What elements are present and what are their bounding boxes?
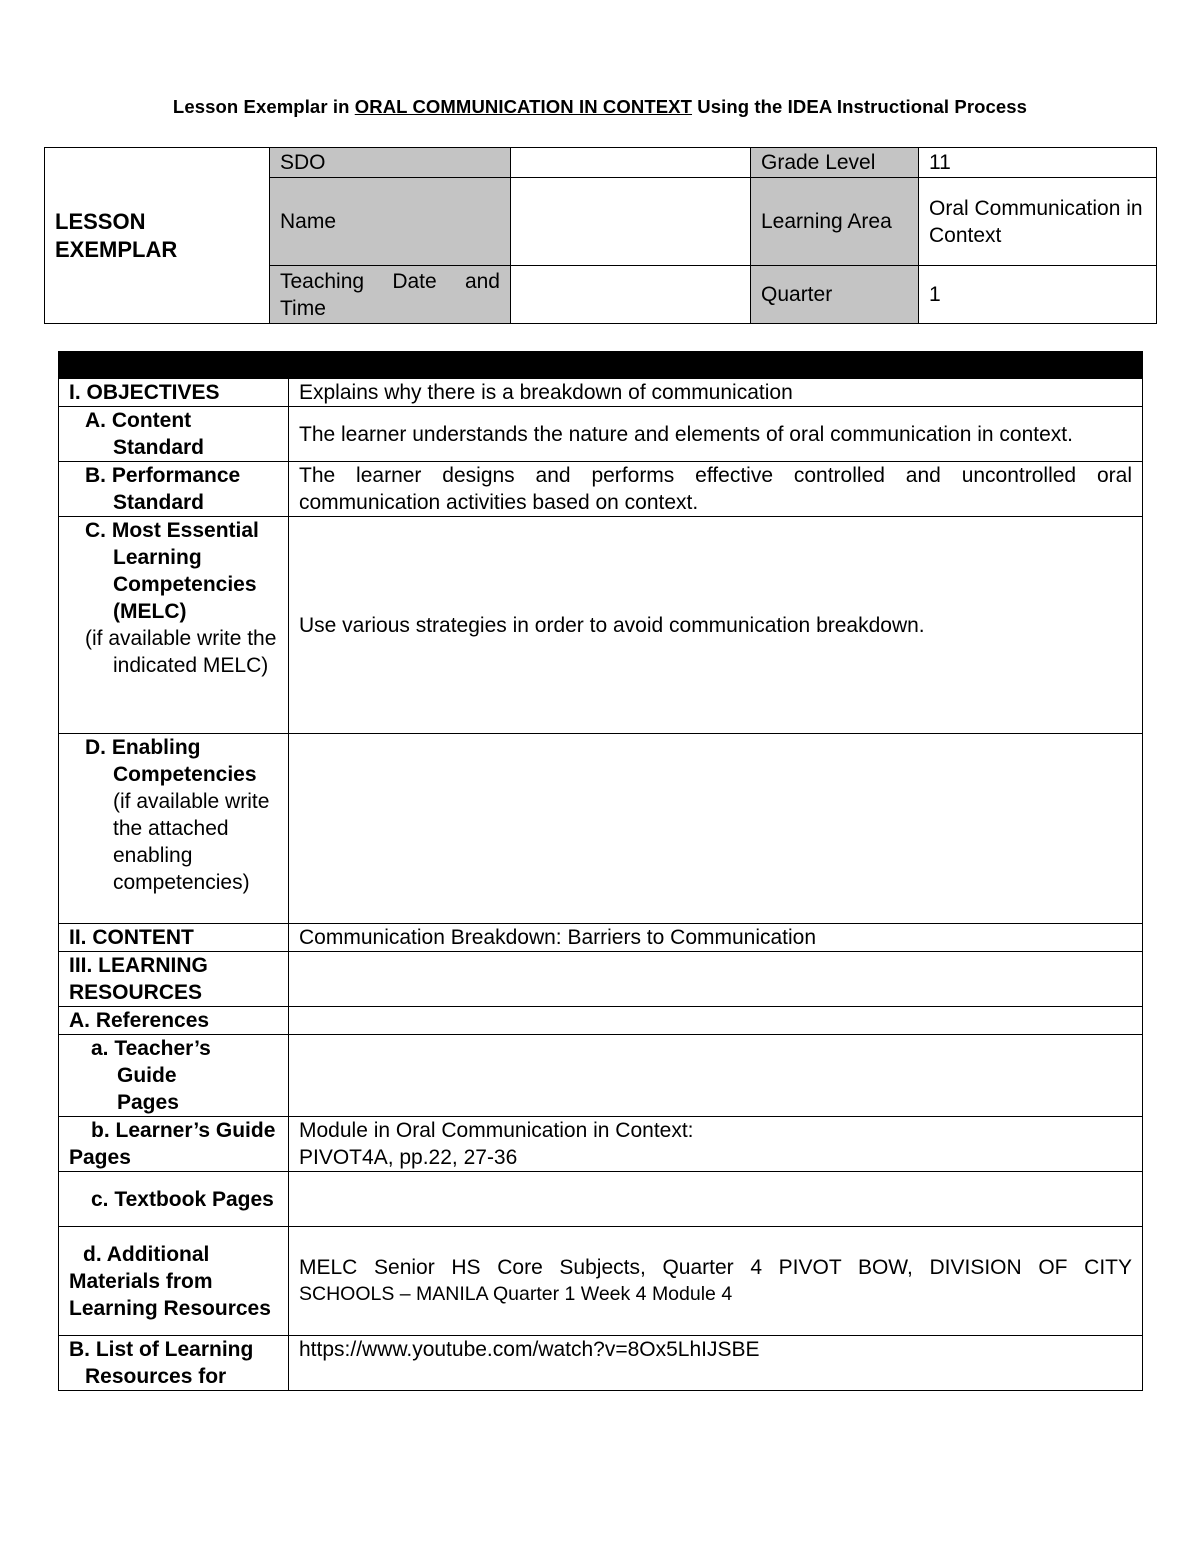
melc-label: C. Most Essential Learning Competencies (MELC)	[85, 519, 259, 623]
melc-value: Use various strategies in order to avoid communication breakdown.	[289, 517, 1143, 734]
grade-level-label: Grade Level	[751, 148, 919, 178]
lesson-table	[58, 351, 1143, 1391]
learning-area-value: Oral Communication in Context	[919, 178, 1157, 266]
list-resources-label: B. List of Learning Resources for	[69, 1338, 254, 1388]
teachers-guide-value	[289, 1035, 1143, 1117]
teachers-guide-label: a. Teacher’s Guide Pages	[91, 1037, 211, 1114]
learning-resources-label: III. LEARNING RESOURCES	[59, 952, 289, 1007]
teaching-date-value[interactable]	[511, 266, 751, 324]
table-row	[59, 1035, 1143, 1117]
performance-standard-label: B. Performance Standard	[85, 464, 241, 514]
table-row	[59, 1227, 1143, 1336]
table-row	[59, 407, 1143, 462]
content-value: Communication Breakdown: Barriers to Communication	[289, 924, 1143, 952]
table-row	[59, 517, 1143, 734]
sdo-value[interactable]	[511, 148, 751, 178]
melc-note: (if available write the indicated MELC)	[85, 627, 277, 677]
content-standard-label: A. Content Standard	[85, 409, 205, 459]
table-row	[59, 734, 1143, 924]
additional-materials-value-line2: SCHOOLS – MANILA Quarter 1 Week 4 Module 4	[299, 1283, 733, 1305]
table-header-bar	[59, 352, 1143, 379]
learners-guide-label: b. Learner’s Guide Pages	[69, 1119, 276, 1169]
grade-level-value: 11	[919, 148, 1157, 178]
quarter-label: Quarter	[751, 266, 919, 324]
name-value[interactable]	[511, 178, 751, 266]
table-row	[59, 1172, 1143, 1227]
additional-materials-value-line1: MELC Senior HS Core Subjects, Quarter 4 PIVOT BOW, DIVISION OF CITY	[299, 1256, 1132, 1279]
title-prefix: Lesson Exemplar in	[172, 96, 355, 117]
enabling-label: D. Enabling Competencies	[85, 736, 257, 786]
table-row	[59, 1336, 1143, 1391]
table-row	[59, 924, 1143, 952]
textbook-value	[289, 1172, 1143, 1227]
objectives-label: I. OBJECTIVES	[59, 379, 289, 407]
page-title	[0, 96, 1200, 118]
title-subject: ORAL COMMUNICATION IN CONTEXT	[354, 96, 693, 117]
teaching-date-label: Teaching Date and Time	[270, 266, 511, 324]
references-label: A. References	[59, 1007, 289, 1035]
name-label: Name	[270, 178, 511, 266]
title-suffix: Using the IDEA Instructional Process	[692, 96, 1028, 117]
lesson-exemplar-label: LESSON EXEMPLAR	[45, 148, 270, 324]
learning-resources-value	[289, 952, 1143, 1007]
enabling-note: (if available write the attached enabling competencies)	[113, 790, 270, 894]
list-resources-value[interactable]: https://www.youtube.com/watch?v=8Ox5LhIJSBE	[289, 1336, 1143, 1391]
learners-guide-value-line1: Module in Oral Communication in Context:	[299, 1119, 694, 1142]
performance-standard-value: The learner designs and performs effective controlled and uncontrolled oral communication activities based on context.	[289, 462, 1143, 517]
table-row	[59, 952, 1143, 1007]
content-standard-value: The learner understands the nature and elements of oral communication in context.	[289, 407, 1143, 462]
table-row	[59, 1117, 1143, 1172]
enabling-value	[289, 734, 1143, 924]
table-row	[59, 1007, 1143, 1035]
content-label: II. CONTENT	[59, 924, 289, 952]
header-table	[44, 147, 1157, 324]
objectives-value: Explains why there is a breakdown of communication	[289, 379, 1143, 407]
additional-materials-label: d. Additional Materials from Learning Resources	[69, 1242, 271, 1320]
textbook-label: c. Textbook Pages	[91, 1187, 274, 1211]
quarter-value: 1	[919, 266, 1157, 324]
learners-guide-value-line2: PIVOT4A, pp.22, 27-36	[299, 1146, 518, 1169]
references-value	[289, 1007, 1143, 1035]
table-row	[59, 379, 1143, 407]
learning-area-label: Learning Area	[751, 178, 919, 266]
sdo-label: SDO	[270, 148, 511, 178]
table-row	[59, 462, 1143, 517]
